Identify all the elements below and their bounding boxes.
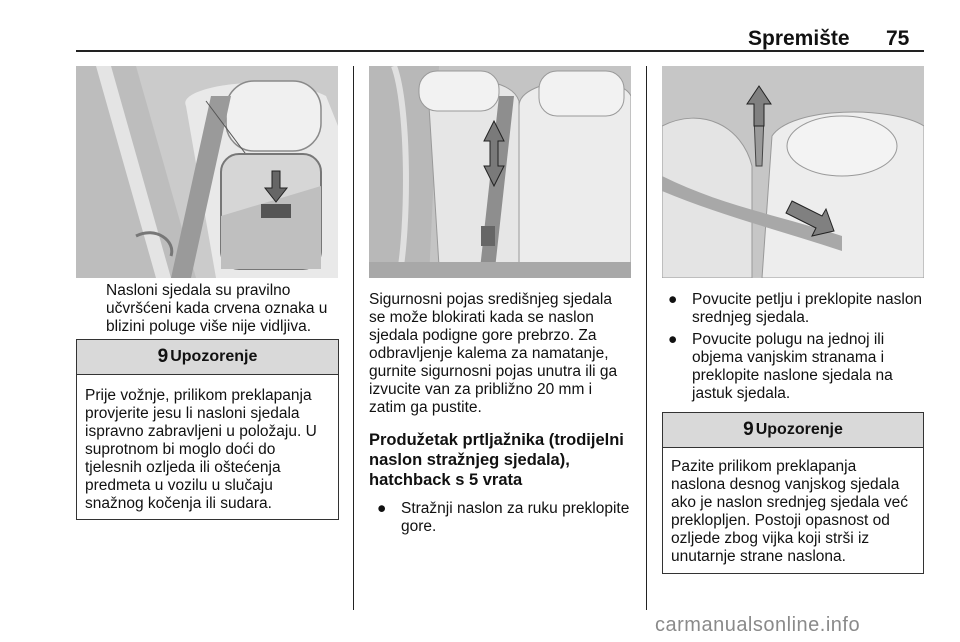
list-item bbox=[668, 331, 930, 407]
text-line: provjerite jesu li nasloni sjedala bbox=[85, 405, 300, 422]
text-line: Produžetak prtljažnika (trodijelni bbox=[369, 431, 624, 449]
column-divider bbox=[353, 66, 354, 610]
list-item bbox=[668, 291, 930, 331]
center-seatbelt-illustration bbox=[369, 66, 631, 278]
text-line: sjedala podigne gore prebrzo. Za bbox=[369, 327, 597, 344]
bullet-icon: ● bbox=[668, 291, 678, 308]
text-line: objema vanjskim stranama i bbox=[692, 349, 885, 366]
watermark: carmanualsonline.info bbox=[655, 614, 861, 636]
text-line: preklopite naslone sjedala na bbox=[692, 367, 893, 384]
warning-title: Upozorenje bbox=[755, 421, 843, 438]
text-line: učvršćeni kada crvena oznaka u bbox=[106, 300, 328, 317]
warning-header bbox=[77, 340, 338, 375]
page-header-title: Spremište bbox=[748, 27, 850, 50]
seat-latch-illustration bbox=[76, 66, 338, 278]
warning-icon: 9 bbox=[743, 419, 754, 440]
warning-box bbox=[76, 339, 339, 520]
text-line: Sigurnosni pojas središnjeg sjedala bbox=[369, 291, 612, 308]
text-line: snažnog kočenja ili sudara. bbox=[85, 495, 272, 512]
text-line: suprotnom bi moglo doći do bbox=[85, 441, 276, 458]
warning-title: Upozorenje bbox=[170, 348, 258, 365]
text-line: ako je naslon srednjeg sjedala već bbox=[671, 494, 908, 511]
text-line: unutarnje strane naslona. bbox=[671, 548, 846, 565]
text-line: blizini poluge više nije vidljiva. bbox=[106, 318, 312, 335]
text-line: zatim ga pustite. bbox=[369, 399, 482, 416]
text-line: Povucite polugu na jednoj ili bbox=[692, 331, 885, 348]
bullet-icon: ● bbox=[668, 331, 678, 348]
warning-box bbox=[662, 412, 924, 574]
text-line: odbravljenje kalema za namatanje, bbox=[369, 345, 609, 362]
text-line: tjelesnih ozljeda ili oštećenja bbox=[85, 459, 281, 476]
text-line: predmeta u vozilu u slučaju bbox=[85, 477, 273, 494]
text-line: preklopljen. Postoji opasnost od bbox=[671, 512, 890, 529]
list-item bbox=[377, 500, 637, 540]
text-line: gore. bbox=[401, 518, 437, 535]
text-line: se može blokirati kada se naslon bbox=[369, 309, 594, 326]
bullet-icon: ● bbox=[377, 500, 387, 517]
column-divider bbox=[646, 66, 647, 610]
warning-header bbox=[663, 413, 923, 448]
warning-icon: 9 bbox=[157, 346, 169, 367]
text-line: ozljede zbog vijka koji strši iz bbox=[671, 530, 870, 547]
text-line: naslona desnog vanjskog sjedala bbox=[671, 476, 900, 493]
figure-caption bbox=[106, 282, 346, 336]
seatbelt-paragraph bbox=[369, 291, 639, 417]
text-line: gurnite sigurnosni pojas unutra ili ga bbox=[369, 363, 618, 380]
text-line: Stražnji naslon za ruku preklopite bbox=[401, 500, 630, 517]
warning-text bbox=[663, 448, 923, 566]
text-line: jastuk sjedala. bbox=[692, 385, 791, 402]
text-line: naslon stražnjeg sjedala), bbox=[369, 451, 570, 469]
text-line: izvucite van za približno 20 mm i bbox=[369, 381, 593, 398]
header-rule bbox=[76, 50, 924, 52]
seat-fold-illustration bbox=[662, 66, 924, 278]
text-line: hatchback s 5 vrata bbox=[369, 471, 523, 489]
text-line: Povucite petlju i preklopite naslon bbox=[692, 291, 923, 308]
text-line: Nasloni sjedala su pravilno bbox=[106, 282, 291, 299]
text-line: Pazite prilikom preklapanja bbox=[671, 458, 857, 475]
text-line: Prije vožnje, prilikom preklapanja bbox=[85, 387, 312, 404]
text-line: ispravno zabravljeni u položaju. U bbox=[85, 423, 317, 440]
page-number: 75 bbox=[886, 27, 910, 50]
warning-text bbox=[77, 375, 338, 513]
section-heading bbox=[369, 430, 639, 490]
text-line: srednjeg sjedala. bbox=[692, 309, 810, 326]
